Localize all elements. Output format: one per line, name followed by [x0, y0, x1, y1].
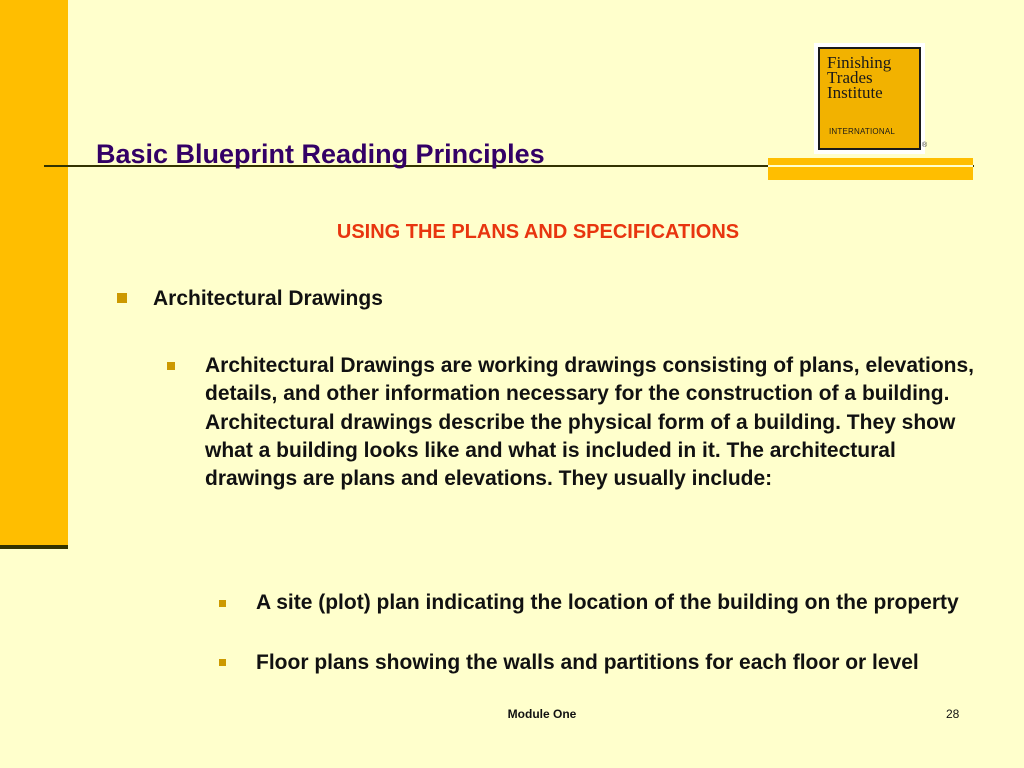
- logo-line-2: Trades: [827, 68, 873, 87]
- bullet-level1-text: Architectural Drawings: [153, 287, 383, 310]
- bullet-level2-icon: [167, 362, 175, 370]
- title-accent-block-line: [768, 165, 973, 167]
- left-accent-bar: [0, 0, 68, 545]
- logo-line-1: Finishing: [827, 53, 892, 72]
- logo-line-3: Institute: [827, 83, 883, 102]
- slide-subtitle: USING THE PLANS AND SPECIFICATIONS: [336, 221, 740, 243]
- left-bar-rule: [0, 545, 68, 549]
- bullet-level3-text: Floor plans showing the walls and partitions for each floor or level: [256, 651, 919, 674]
- institute-logo: [818, 47, 921, 150]
- bullet-level2-text: Architectural Drawings are working drawings consisting of plans, elevations, details, and other information necessary for the construction of a building. Architectural drawings describe the physical form of a building. They show what a building looks like and what is included in it. The architectural drawings are plans and elevations. They usually include:: [205, 354, 975, 491]
- bullet-level3-icon: [219, 600, 226, 607]
- title-accent-block: [768, 158, 973, 180]
- registered-mark: ®: [922, 142, 928, 149]
- footer-page-number: 28: [946, 707, 960, 721]
- footer-module-label: Module One: [507, 707, 577, 721]
- logo-subtext: INTERNATIONAL: [829, 127, 896, 136]
- bullet-level3-icon: [219, 659, 226, 666]
- bullet-level1-icon: [117, 293, 127, 303]
- bullet-level3-text: A site (plot) plan indicating the location of the building on the property: [256, 591, 959, 614]
- slide-title: Basic Blueprint Reading Principles: [96, 139, 545, 169]
